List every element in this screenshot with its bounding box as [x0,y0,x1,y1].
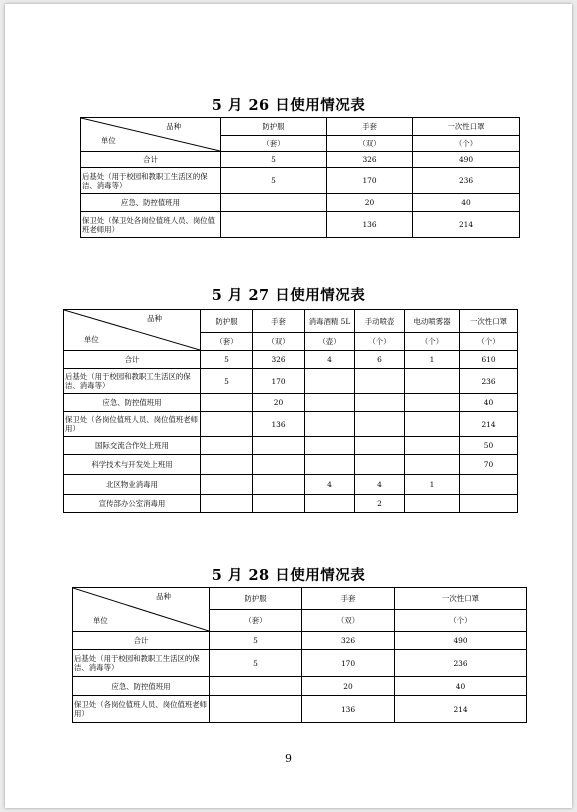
cell-value [210,696,302,723]
table-row [64,437,518,455]
column-header: 手动喷壶 [355,310,405,333]
cell-value: 4 [355,475,405,495]
cell-value: 610 [460,351,518,369]
column-unit: （套） [210,610,302,632]
cell-value: 5 [210,632,302,650]
cell-value: 214 [395,696,527,723]
cell-value [405,412,460,437]
table-row [81,194,520,212]
cell-value [305,394,355,412]
cell-value [253,437,305,455]
cell-value [405,394,460,412]
cell-value [305,495,355,513]
cell-value [201,412,253,437]
document-page [5,4,572,808]
column-unit: （个） [405,333,460,351]
cell-value: 490 [413,152,520,168]
cell-value: 1 [405,475,460,495]
column-header: 防护服 [201,310,253,333]
column-unit: （个） [355,333,405,351]
cell-value [405,369,460,394]
diagonal-label-category: 品种 [147,314,162,323]
table-row [81,152,520,168]
diagonal-header-cell [81,118,221,152]
cell-value: 20 [327,194,413,212]
column-unit: （套） [201,333,253,351]
row-name: 后基处（用于校园和教职工生活区的保洁、消毒等） [64,369,201,394]
section-title-may-28: 5 月 28 日使用情况表 [211,567,366,584]
cell-value [253,455,305,475]
table-row [64,475,518,495]
cell-value: 136 [327,212,413,238]
cell-value: 326 [327,152,413,168]
cell-value [201,495,253,513]
cell-value [201,437,253,455]
column-header: 一次性口罩 [413,118,520,136]
row-name: 国际交流合作处上班用 [64,437,201,455]
cell-value [253,475,305,495]
cell-value: 4 [305,351,355,369]
cell-value [201,475,253,495]
cell-value: 214 [460,412,518,437]
row-name: 保卫处（各岗位值班人员、岗位值班老师用） [73,696,210,723]
cell-value: 326 [302,632,395,650]
cell-value [305,455,355,475]
table-row [73,650,527,677]
diagonal-label-unit: 单位 [84,335,99,344]
cell-value: 236 [413,168,520,194]
row-name: 应急、防控值班用 [81,194,221,212]
table-may-28 [72,587,527,723]
table-row [73,696,527,723]
cell-value [221,212,327,238]
diagonal-line [81,118,220,151]
column-header: 手套 [253,310,305,333]
cell-value: 170 [327,168,413,194]
column-header: 一次性口罩 [395,588,527,610]
cell-value: 50 [460,437,518,455]
cell-value: 2 [355,495,405,513]
row-name: 合计 [73,632,210,650]
cell-value: 236 [460,369,518,394]
cell-value [355,437,405,455]
column-unit: （双） [253,333,305,351]
cell-value: 170 [253,369,305,394]
cell-value: 490 [395,632,527,650]
cell-value [405,455,460,475]
cell-value [460,475,518,495]
cell-value: 5 [201,351,253,369]
diagonal-label-unit: 单位 [101,136,116,145]
cell-value: 5 [210,650,302,677]
cell-value [355,455,405,475]
column-unit: （双） [302,610,395,632]
table-row [64,412,518,437]
row-name: 北区物业消毒用 [64,475,201,495]
cell-value [460,495,518,513]
column-header: 防护服 [210,588,302,610]
table-row [64,455,518,475]
column-header: 手套 [327,118,413,136]
column-unit: （个） [460,333,518,351]
cell-value: 236 [395,650,527,677]
section-title-may-27: 5 月 27 日使用情况表 [211,287,366,304]
page-number: 9 [285,752,292,765]
row-name: 合计 [64,351,201,369]
diagonal-label-category: 品种 [156,592,171,601]
column-header: 消毒酒精 5L [305,310,355,333]
row-name: 后基处（用于校园和教职工生活区的保洁、消毒等） [81,168,221,194]
table-row [64,394,518,412]
cell-value [210,677,302,696]
cell-value [405,495,460,513]
column-header: 电动喷雾器 [405,310,460,333]
diagonal-header-cell [73,588,210,632]
column-unit: （个） [395,610,527,632]
column-unit: （套） [221,136,327,152]
diagonal-label-unit: 单位 [93,616,108,625]
row-name: 宣传部办公室消毒用 [64,495,201,513]
table-may-26 [80,117,520,238]
cell-value [305,437,355,455]
column-unit: （壶） [305,333,355,351]
cell-value: 1 [405,351,460,369]
cell-value: 40 [395,677,527,696]
column-header: 一次性口罩 [460,310,518,333]
table-row [64,351,518,369]
cell-value: 214 [413,212,520,238]
cell-value: 5 [221,152,327,168]
row-name: 科学技术与开发处上班用 [64,455,201,475]
cell-value: 136 [302,696,395,723]
table-row [64,369,518,394]
diagonal-line [64,310,200,350]
column-unit: （个） [413,136,520,152]
cell-value: 40 [460,394,518,412]
cell-value [201,394,253,412]
column-unit: （双） [327,136,413,152]
row-name: 保卫处（各岗位值班人员、岗位值班老师用） [64,412,201,437]
row-name: 合计 [81,152,221,168]
cell-value: 326 [253,351,305,369]
cell-value [305,412,355,437]
cell-value: 4 [305,475,355,495]
cell-value: 6 [355,351,405,369]
cell-value: 170 [302,650,395,677]
row-name: 应急、防控值班用 [73,677,210,696]
cell-value [221,194,327,212]
diagonal-header-cell [64,310,201,351]
table-row [64,495,518,513]
cell-value: 136 [253,412,305,437]
cell-value [355,412,405,437]
cell-value: 70 [460,455,518,475]
section-title-may-26: 5 月 26 日使用情况表 [211,97,366,114]
cell-value [201,455,253,475]
cell-value [405,437,460,455]
cell-value: 5 [201,369,253,394]
table-row [73,632,527,650]
row-name: 保卫处（保卫处各岗位值班人员、岗位值班老师用） [81,212,221,238]
row-name: 后基处（用于校园和教职工生活区的保洁、消毒等） [73,650,210,677]
table-row [73,677,527,696]
diagonal-label-category: 品种 [166,122,182,131]
table-may-27 [63,309,518,513]
column-header: 手套 [302,588,395,610]
column-header: 防护服 [221,118,327,136]
cell-value [253,495,305,513]
table-row [81,212,520,238]
table-row [81,168,520,194]
cell-value [355,394,405,412]
cell-value: 20 [253,394,305,412]
cell-value: 20 [302,677,395,696]
cell-value: 5 [221,168,327,194]
cell-value [355,369,405,394]
cell-value: 40 [413,194,520,212]
row-name: 应急、防控值班用 [64,394,201,412]
cell-value [305,369,355,394]
